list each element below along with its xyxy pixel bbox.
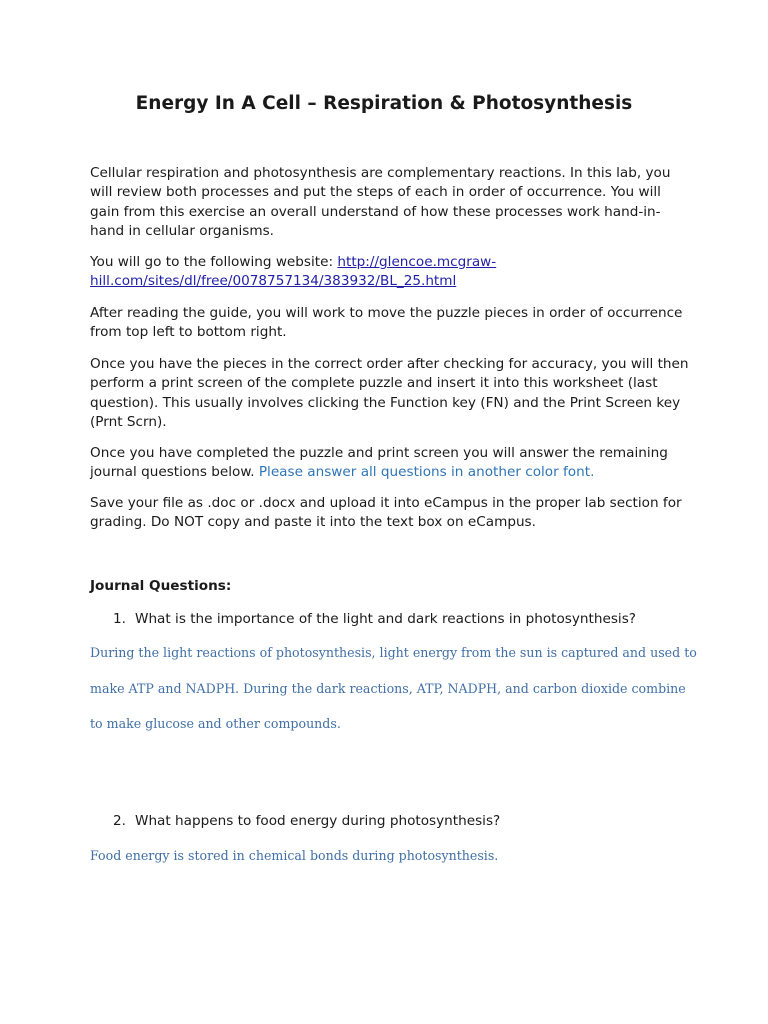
print-screen-paragraph: Once you have the pieces in the correct order after checking for accuracy, you will then perform a print screen of the complete puzzle and insert it into this worksheet (last question). This usually involves clicking the Function key (FN) and the Print Screen key (Prnt Scrn). [90, 356, 689, 430]
document-title: Energy In A Cell – Respiration & Photosynthesis [135, 93, 633, 114]
guide-paragraph: After reading the guide, you will work to move the puzzle pieces in order of occurrence from top left to bottom right. [90, 305, 683, 341]
journal-heading: Journal Questions: [90, 578, 232, 594]
answer-line: to make glucose and other compounds. [90, 716, 341, 731]
question-number: 1. [113, 611, 126, 627]
answer-line: make ATP and NADPH. During the dark reactions, ATP, NADPH, and carbon dioxide combine [90, 680, 686, 696]
save-paragraph: Save your file as .doc or .docx and upload it into eCampus in the proper lab section for grading. Do NOT copy and paste it into the text box on eCampus. [90, 495, 682, 531]
answer-2 [90, 846, 690, 882]
question-text: What is the importance of the light and dark reactions in photosynthesis? [135, 611, 637, 627]
website-prefix: You will go to the following website: [90, 254, 338, 270]
answer-line: During the light reactions of photosynthesis, light energy from the sun is captured and used to [90, 645, 697, 660]
website-link[interactable]: http://glencoe.mcgraw-hill.com/sites/dl/free/0078757134/383932/BL_25.html [90, 254, 497, 290]
website-paragraph [90, 253, 690, 292]
question-text: What happens to food energy during photosynthesis? [135, 813, 501, 829]
answer-1 [90, 643, 697, 750]
complete-prefix: Once you have completed the puzzle and print screen you will answer the remaining journal questions below. [90, 445, 668, 481]
answer-color-instruction: Please answer all questions in another color font. [258, 464, 595, 481]
question-2 [113, 812, 500, 831]
intro-paragraph: Cellular respiration and photosynthesis are complementary reactions. In this lab, you will review both processes and put the steps of each in order of occurrence. You will gain from this exercise an overall understand of how these processes work hand-in-hand in cellular organisms. [90, 165, 671, 239]
question-number: 2. [113, 813, 126, 829]
complete-paragraph [90, 444, 690, 483]
answer-line: Food energy is stored in chemical bonds during photosynthesis. [90, 848, 499, 863]
question-1 [113, 610, 636, 629]
